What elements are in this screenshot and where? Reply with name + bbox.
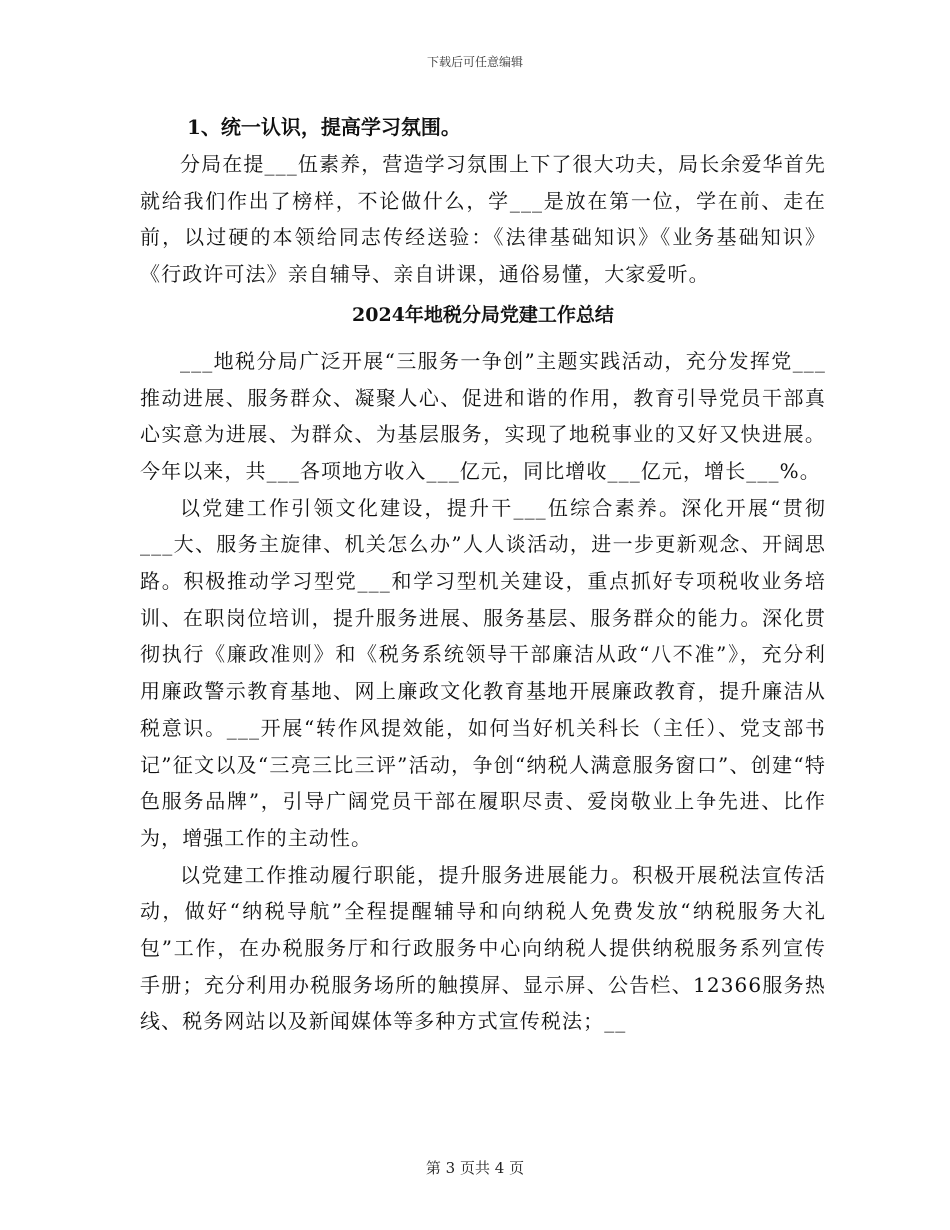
article-paragraph-1: ___地税分局广泛开展“三服务一争创”主题实践活动，充分发挥党___推动进展、服务群众、凝聚人心、促进和谐的作用，教育引导党员干部真心实意为进展、为群众、为基层服务，实现了地税事业的又好又快进展。今年以来，共___各项地方收入___亿元，同比增收___亿元，增长___%。 xyxy=(140,348,826,483)
document-body xyxy=(140,108,826,1040)
article-paragraph-2: 以党建工作引领文化建设，提升干___伍综合素养。深化开展“贯彻___大、服务主旋律、机关怎么办”人人谈活动，进一步更新观念、开阔思路。积极推动学习型党___和学习型机关建设，重点抓好专项税收业务培训、在职岗位培训，提升服务进展、服务基层、服务群众的能力。深化贯彻执行《廉政准则》和《税务系统领导干部廉洁从政“八不准”》，充分利用廉政警示教育基地、网上廉政文化教育基地开展廉政教育，提升廉洁从税意识。___开展“转作风提效能，如何当好机关科长（主任）、党支部书记”征文以及“三亮三比三评”活动，争创“纳税人满意服务窗口”、创建“特色服务品牌”，引导广阔党员干部在履职尽责、爱岗敬业上争先进、比作为，增强工作的主动性。 xyxy=(140,495,826,850)
section-heading: 1、统一认识，提高学习氛围。 xyxy=(187,115,461,139)
article-title: 2024年地税分局党建工作总结 xyxy=(352,303,614,326)
section-paragraph: 分局在提___伍素养，营造学习氛围上下了很大功夫，局长余爱华首先就给我们作出了榜样，不论做什么，学___是放在第一位，学在前、走在前，以过硬的本领给同志传经送验：《法律基础知识》《业务基础知识》《行政许可法》亲自辅导、亲自讲课，通俗易懂，大家爱听。 xyxy=(140,152,826,287)
page-header: 下载后可任意编辑 xyxy=(426,55,523,69)
page-footer: 第 3 页共 4 页 xyxy=(425,1159,525,1177)
article-paragraph-3: 以党建工作推动履行职能，提升服务进展能力。积极开展税法宣传活动，做好“纳税导航”全程提醒辅导和向纳税人免费发放“纳税服务大礼包”工作，在办税服务厅和行政服务中心向纳税人提供纳税服务系列宣传手册；充分利用办税服务场所的触摸屏、显示屏、公告栏、12366服务热线、税务网站以及新闻媒体等多种方式宣传税法；__ xyxy=(140,862,826,1034)
